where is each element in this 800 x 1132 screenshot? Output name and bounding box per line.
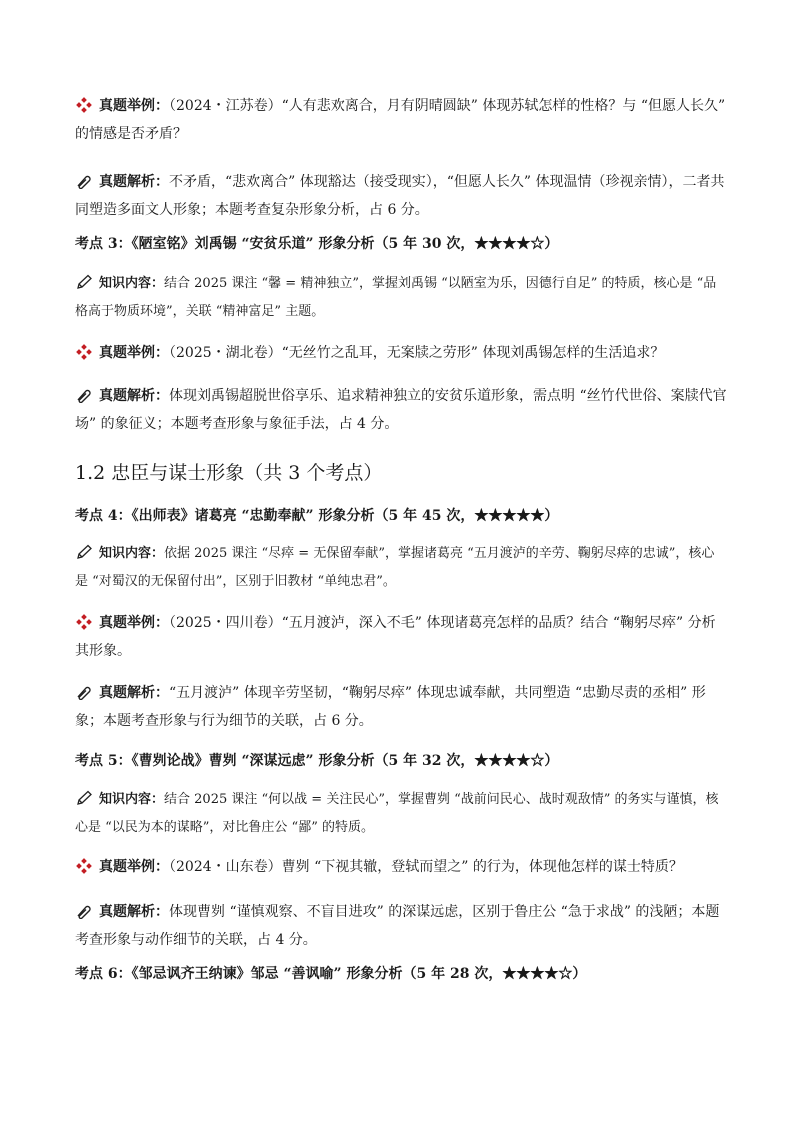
exam-analysis-block: 真题解析：不矛盾，“悲欢离合” 体现豁达（接受现实），“但愿人长久” 体现温情（珍视亲情），二者共同塑造多面文人形象；本题考查复杂形象分析，占 6 分。: [75, 174, 725, 218]
pencil-icon: [75, 790, 93, 806]
block-text: （2025・四川卷）“五月渡泸，深入不毛” 体现诸葛亮怎样的品质？结合 “鞠躬尽瘁” 分析其形象。: [75, 615, 716, 659]
diamond-icon: [75, 344, 93, 360]
block-text: 体现曹刿 “谨慎观察、不盲目进攻” 的深谋远虑，区别于鲁庄公 “急于求战” 的浅陋；本题考查形象与动作细节的关联，占 4 分。: [75, 904, 720, 948]
exam-analysis-block: 真题解析：体现曹刿 “谨慎观察、不盲目进攻” 的深谋远虑，区别于鲁庄公 “急于求战” 的浅陋；本题考查形象与动作细节的关联，占 4 分。: [75, 904, 720, 948]
block-label: 真题举例: [99, 859, 155, 875]
knowledge-block: 知识内容：结合 2025 课注 “何以战 = 关注民心”，掌握曹刿 “战前问民心、战时观敌情” 的务实与谨慎，核心是 “以民为本的谋略”，对比鲁庄公 “鄙” 的特质。: [75, 792, 719, 835]
topic-heading: 考点 3：《陋室铭》刘禹锡 “安贫乐道” 形象分析（5 年 30 次，★★★★☆）: [75, 236, 559, 252]
block-text: （2024・江苏卷）“人有悲欢离合，月有阴晴圆缺” 体现苏轼怎样的性格？与 “但愿人长久” 的情感是否矛盾？: [75, 98, 726, 142]
exam-analysis-block: 真题解析：“五月渡泸” 体现辛劳坚韧，“鞠躬尽瘁” 体现忠诚奉献，共同塑造 “忠勤尽责的丞相” 形象；本题考查形象与行为细节的关联，占 6 分。: [75, 685, 706, 729]
block-text: “五月渡泸” 体现辛劳坚韧，“鞠躬尽瘁” 体现忠诚奉献，共同塑造 “忠勤尽责的丞相” 形象；本题考查形象与行为细节的关联，占 6 分。: [75, 685, 706, 729]
exam-example-block: 真题举例：（2025・湖北卷）“无丝竹之乱耳，无案牍之劳形” 体现刘禹锡怎样的生活追求？: [75, 339, 727, 367]
pencil-icon: [75, 544, 93, 560]
block-label: 真题解析: [99, 388, 155, 404]
exam-analysis-block: 真题解析：体现刘禹锡超脱世俗享乐、追求精神独立的安贫乐道形象，需点明 “丝竹代世俗、案牍代官场” 的象征义；本题考查形象与象征手法，占 4 分。: [75, 388, 727, 432]
knowledge-block: 知识内容：依据 2025 课注 “尽瘁 = 无保留奉献”，掌握诸葛亮 “五月渡泸的辛劳、鞠躬尽瘁的忠诚”，核心是 “对蜀汉的无保留付出”，区别于旧教材 “单纯忠君”。: [75, 546, 715, 589]
pencil-icon: [75, 274, 93, 290]
paperclip-icon: [75, 903, 93, 919]
section-title: 1.2 忠臣与谋士形象（共 3 个考点）: [75, 462, 383, 484]
block-label: 真题举例: [99, 98, 155, 114]
block-label: 知识内容: [99, 792, 152, 807]
topic-heading: 考点 5：《曹刿论战》曹刿 “深谋远虑” 形象分析（5 年 32 次，★★★★☆）: [75, 753, 559, 769]
paperclip-icon: [75, 684, 93, 700]
block-label: 知识内容: [99, 546, 152, 561]
block-text: 不矛盾，“悲欢离合” 体现豁达（接受现实），“但愿人长久” 体现温情（珍视亲情），二者共同塑造多面文人形象；本题考查复杂形象分析，占 6 分。: [75, 174, 725, 218]
block-text: 体现刘禹锡超脱世俗享乐、追求精神独立的安贫乐道形象，需点明 “丝竹代世俗、案牍代官场” 的象征义；本题考查形象与象征手法，占 4 分。: [75, 388, 727, 432]
block-label: 真题解析: [99, 685, 155, 701]
diamond-icon: [75, 858, 93, 874]
block-text: （2025・湖北卷）“无丝竹之乱耳，无案牍之劳形” 体现刘禹锡怎样的生活追求？: [169, 345, 665, 361]
paperclip-icon: [75, 387, 93, 403]
block-label: 知识内容: [99, 276, 152, 291]
exam-example-block: 真题举例：（2024・山东卷）曹刿 “下视其辙，登轼而望之” 的行为，体现他怎样的谋士特质？: [75, 853, 727, 881]
block-text: 结合 2025 课注 “馨 = 精神独立”，掌握刘禹锡 “以陋室为乐，因德行自足” 的特质，核心是 “品格高于物质环境”，关联 “精神富足” 主题。: [75, 276, 717, 319]
block-text: （2024・山东卷）曹刿 “下视其辙，登轼而望之” 的行为，体现他怎样的谋士特质？: [169, 859, 683, 875]
diamond-icon: [75, 614, 93, 630]
topic-heading: 考点 6：《邹忌讽齐王纳谏》邹忌 “善讽喻” 形象分析（5 年 28 次，★★★★☆）: [75, 966, 587, 982]
topic-heading: 考点 4：《出师表》诸葛亮 “忠勤奉献” 形象分析（5 年 45 次，★★★★★）: [75, 508, 559, 524]
exam-example-block: 真题举例：（2024・江苏卷）“人有悲欢离合，月有阴晴圆缺” 体现苏轼怎样的性格？与 “但愿人长久” 的情感是否矛盾？: [75, 98, 726, 142]
block-text: 结合 2025 课注 “何以战 = 关注民心”，掌握曹刿 “战前问民心、战时观敌情” 的务实与谨慎，核心是 “以民为本的谋略”，对比鲁庄公 “鄙” 的特质。: [75, 792, 719, 835]
block-label: 真题解析: [99, 904, 155, 920]
block-label: 真题解析: [99, 174, 155, 190]
diamond-icon: [75, 97, 93, 113]
exam-example-block: 真题举例：（2025・四川卷）“五月渡泸，深入不毛” 体现诸葛亮怎样的品质？结合 “鞠躬尽瘁” 分析其形象。: [75, 615, 716, 659]
block-text: 依据 2025 课注 “尽瘁 = 无保留奉献”，掌握诸葛亮 “五月渡泸的辛劳、鞠躬尽瘁的忠诚”，核心是 “对蜀汉的无保留付出”，区别于旧教材 “单纯忠君”。: [75, 546, 715, 589]
block-label: 真题举例: [99, 345, 155, 361]
block-label: 真题举例: [99, 615, 155, 631]
knowledge-block: 知识内容：结合 2025 课注 “馨 = 精神独立”，掌握刘禹锡 “以陋室为乐，因德行自足” 的特质，核心是 “品格高于物质环境”，关联 “精神富足” 主题。: [75, 276, 717, 319]
paperclip-icon: [75, 173, 93, 189]
